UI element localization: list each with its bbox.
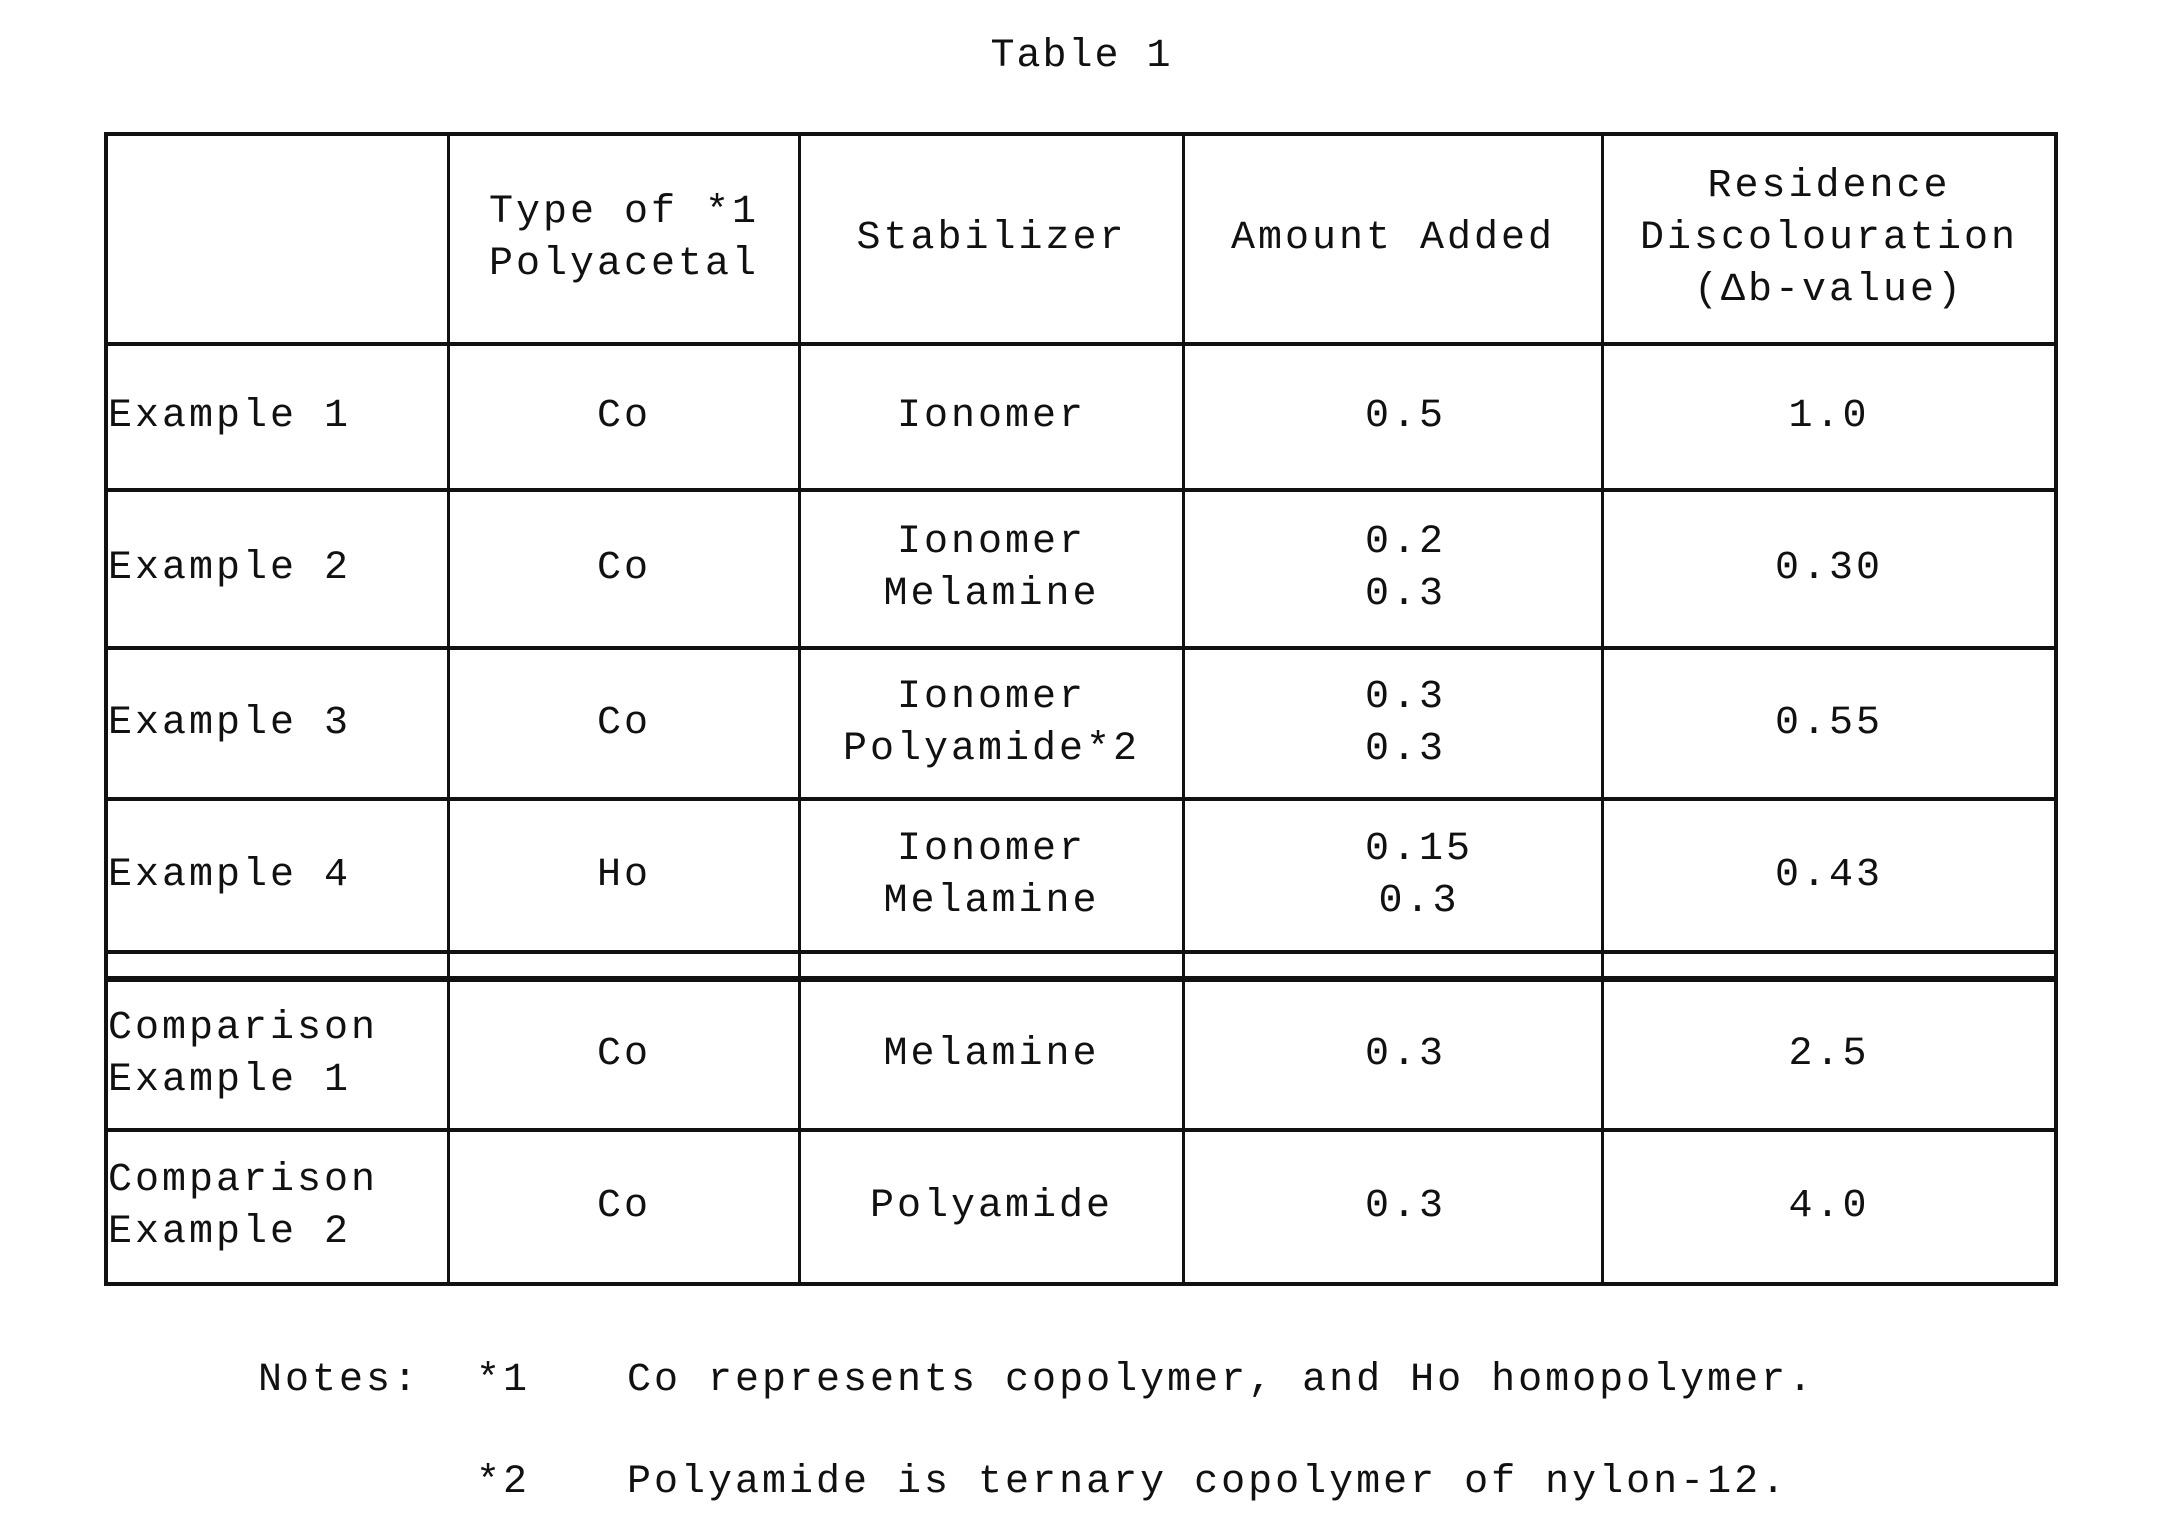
header-cell-stabilizer: Stabilizer: [801, 136, 1185, 342]
amount-cell: 0.5: [1185, 346, 1604, 488]
notes-heading: Notes:: [258, 1358, 421, 1403]
amount-cell: 0.3: [1185, 1132, 1604, 1282]
header-cell-amount-added: Amount Added: [1185, 136, 1604, 342]
row-label: Example 1: [108, 346, 450, 488]
divider-cell: [450, 954, 801, 976]
polyacetal-type-cell: Co: [450, 1132, 801, 1282]
header-cell-blank: [108, 136, 450, 342]
stabilizer-cell: Melamine: [801, 982, 1185, 1128]
row-label: Example 4: [108, 801, 450, 950]
discolouration-cell: 0.30: [1774, 546, 1883, 591]
divider-cell: [801, 954, 1185, 976]
amount-cell: 0.3: [1185, 982, 1604, 1128]
amount-cell: 0.3 0.3: [1185, 650, 1604, 797]
polyacetal-type-cell: Co: [450, 650, 801, 797]
table-row: [108, 346, 2054, 492]
note-text: Polyamide is ternary copolymer of nylon-12.: [627, 1460, 1789, 1505]
data-table: [104, 132, 2058, 1286]
header-cell-polyacetal-type: Type of *1 Polyacetal: [450, 136, 801, 342]
stabilizer-cell: Ionomer: [801, 346, 1185, 488]
discolouration-cell: 1.0: [1788, 394, 1870, 439]
table-header-row: [108, 136, 2054, 346]
discolouration-cell: 2.5: [1788, 1032, 1870, 1077]
polyacetal-type-cell: Ho: [450, 801, 801, 950]
note-text: Co represents copolymer, and Ho homopolymer.: [627, 1358, 1816, 1403]
polyacetal-type-cell: Co: [450, 492, 801, 646]
divider-cell: [1185, 954, 1604, 976]
stabilizer-cell: Ionomer Polyamide*2: [801, 650, 1185, 797]
amount-cell: 0.15 0.3: [1185, 801, 1604, 950]
row-label: Comparison Example 2: [108, 1132, 450, 1282]
discolouration-cell: 4.0: [1788, 1184, 1870, 1229]
table-row: [108, 650, 2054, 801]
polyacetal-type-cell: Co: [450, 346, 801, 488]
stabilizer-cell: Ionomer Melamine: [801, 492, 1185, 646]
discolouration-cell: 0.55: [1774, 700, 1883, 746]
table-row: [108, 801, 2054, 954]
stabilizer-cell: Ionomer Melamine: [801, 801, 1185, 950]
amount-cell: 0.2 0.3: [1185, 492, 1604, 646]
section-divider-row: [108, 954, 2054, 982]
discolouration-cell: 0.43: [1774, 852, 1883, 898]
row-label: Comparison Example 1: [108, 982, 450, 1128]
stabilizer-cell: Polyamide: [801, 1132, 1185, 1282]
table-row: [108, 492, 2054, 650]
divider-cell: [108, 954, 450, 976]
note-marker: *2: [476, 1460, 531, 1505]
header-cell-discolouration: Residence Discolouration (Δb-value): [1639, 164, 2019, 313]
row-label: Example 2: [108, 492, 450, 646]
row-label: Example 3: [108, 650, 450, 797]
table-row: [108, 982, 2054, 1132]
polyacetal-type-cell: Co: [450, 982, 801, 1128]
table-title: Table 1: [990, 34, 1173, 79]
divider-cell: [1604, 954, 2054, 976]
table-row: [108, 1132, 2054, 1282]
note-marker: *1: [476, 1358, 531, 1403]
